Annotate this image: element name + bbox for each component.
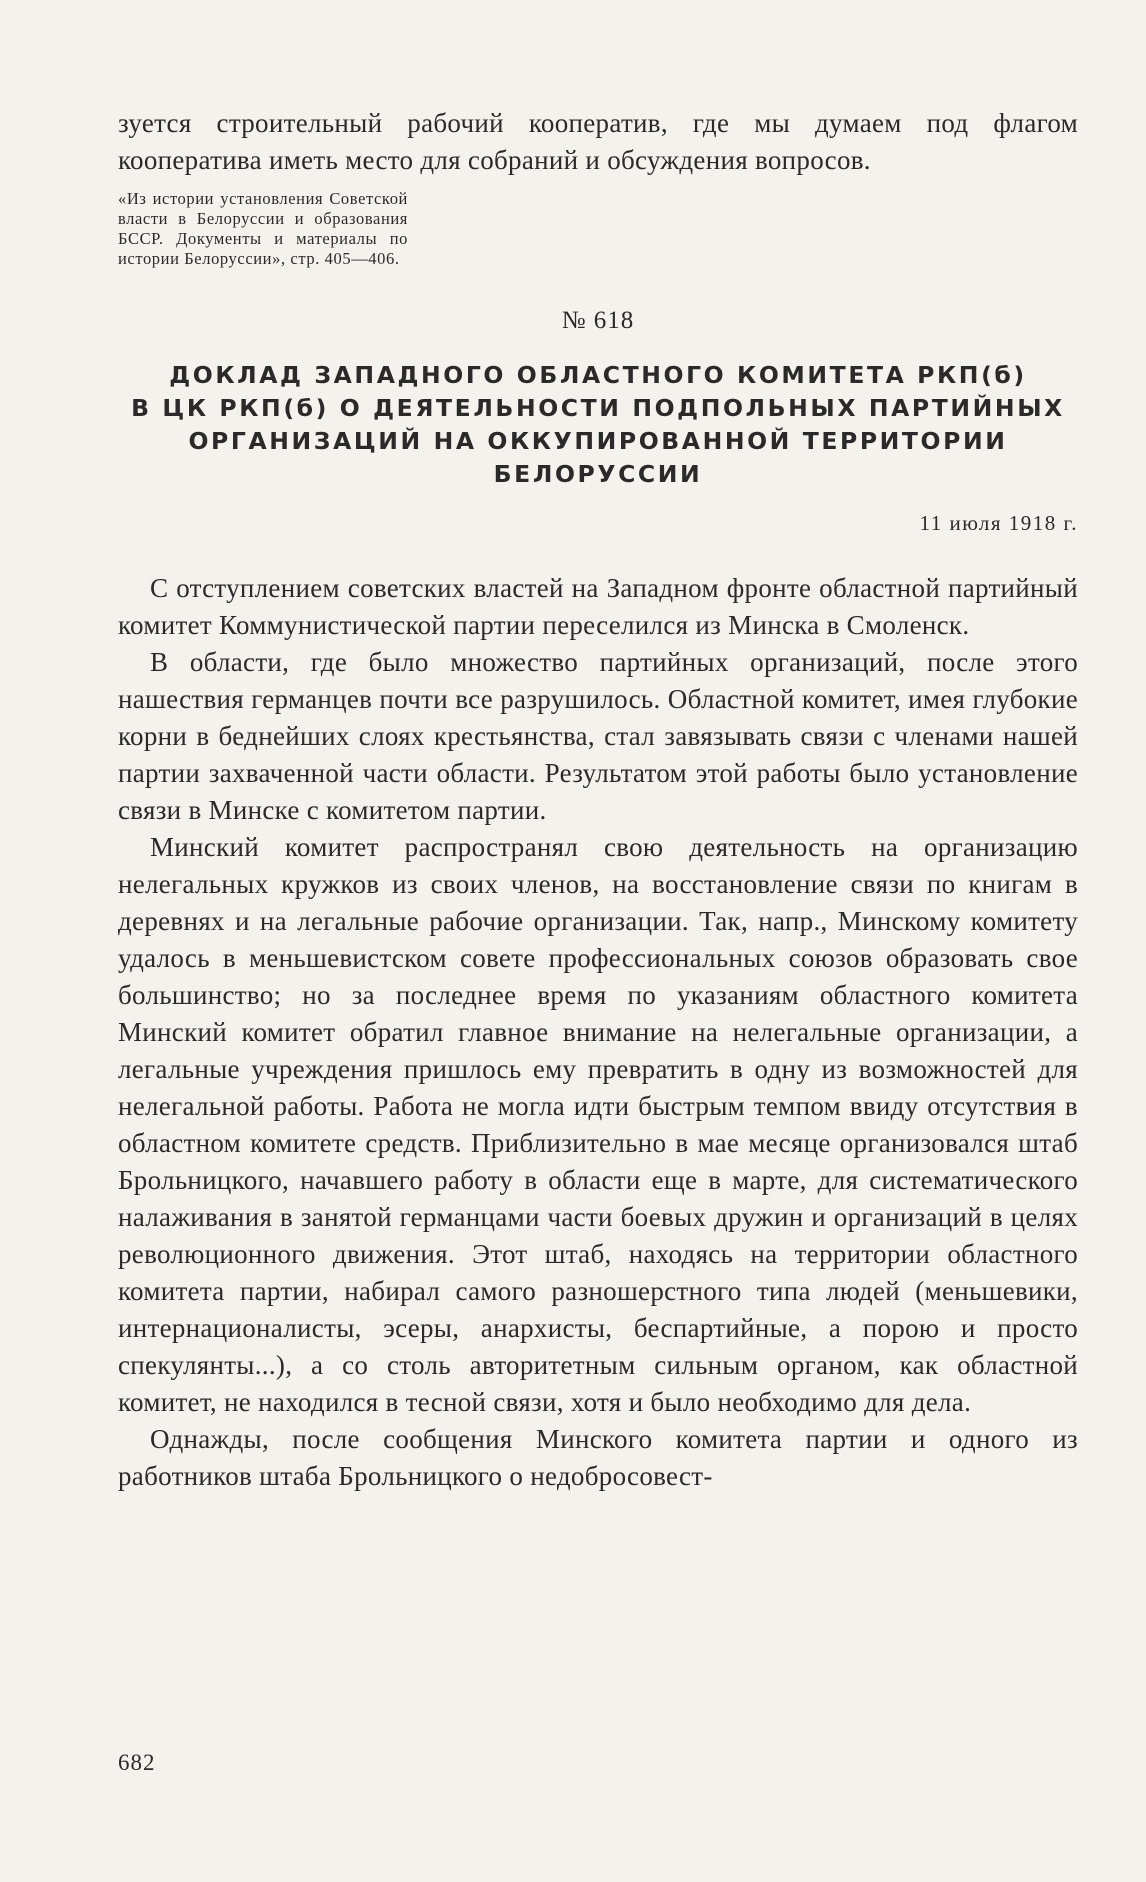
document-date: 11 июля 1918 г.	[919, 511, 1078, 535]
document-number: № 618	[561, 307, 635, 334]
title-line: В ЦК РКП(б) О ДЕЯТЕЛЬНОСТИ ПОДПОЛЬНЫХ ПАРТИЙНЫХ	[131, 394, 1065, 422]
body-paragraph: Однажды, после сообщения Минского комитета партии и одного из работников штаба Брольницкого о недобросовест-	[118, 1424, 1078, 1491]
document-page	[118, 105, 1078, 1495]
body-paragraph: В области, где было множество партийных организаций, после этого нашествия германцев почти все разрушилось. Областной комитет, имея глубокие корни в беднейших слоях крестьянства, стал завязывать связи с членами нашей партии захваченной части области. Результатом этой работы было установление связи в Минске с комитетом партии.	[118, 647, 1078, 825]
page-number: 682	[118, 1750, 156, 1775]
document-title	[118, 359, 1078, 491]
title-line: БЕЛОРУССИИ	[493, 460, 703, 488]
body-paragraph: С отступлением советских властей на Западном фронте областной партийный комитет Коммунистической партии переселился из Минска в Смоленск.	[118, 573, 1078, 640]
source-citation: «Из истории установления Советской власти в Белоруссии и образования БССР. Документы и материалы по истории Белоруссии», стр. 405—406.	[118, 189, 408, 268]
title-line: ДОКЛАД ЗАПАДНОГО ОБЛАСТНОГО КОМИТЕТА РКП(б)	[169, 361, 1027, 389]
body-paragraph: Минский комитет распространял свою деятельность на организацию нелегальных кружков из своих членов, на восстановление связи по книгам в деревнях и на легальные рабочие организации. Так, напр., Минскому комитету удалось в меньшевистском совете профессиональных союзов образовать свое большинство; но за последнее время по указаниям областного комитета Минский комитет обратил главное внимание на нелегальные организации, а легальные учреждения пришлось ему превратить в одну из возможностей для нелегальной работы. Работа не могла идти быстрым темпом ввиду отсутствия в областном комитете средств. Приблизительно в мае месяце организовался штаб Брольницкого, начавшего работу в области еще в марте, для систематического налаживания в занятой германцами части боевых дружин и организаций в целях революционного движения. Этот штаб, находясь на территории областного комитета партии, набирал самого разношерстного типа людей (меньшевики, интернационалисты, эсеры, анархисты, беспартийные, а порою и просто спекулянты...), а со столь авторитетным сильным органом, как областной комитет, не находился в тесной связи, хотя и было необходимо для дела.	[118, 832, 1078, 1417]
continuation-text: зуется строительный рабочий кооператив, где мы думаем под флагом кооператива иметь место для собраний и обсуждения вопросов.	[118, 108, 1078, 175]
title-line: ОРГАНИЗАЦИЙ НА ОККУПИРОВАННОЙ ТЕРРИТОРИИ	[188, 427, 1008, 455]
